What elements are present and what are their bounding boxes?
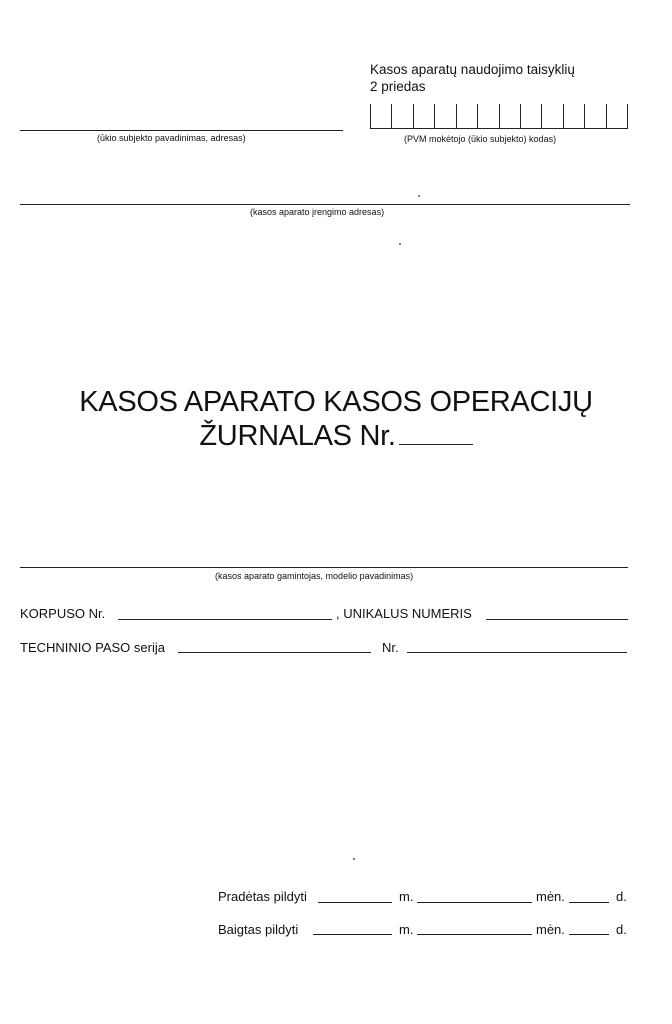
title-line-2: [199, 419, 472, 453]
entity-name-field[interactable]: [20, 130, 343, 131]
appendix-line-1: Kasos aparatų naudojimo taisyklių: [370, 62, 575, 77]
started-month-field[interactable]: [417, 902, 532, 903]
code-box[interactable]: [413, 104, 434, 129]
vat-code-boxes[interactable]: [370, 104, 628, 130]
body-no-label: KORPUSO Nr.: [20, 606, 106, 621]
started-day-suffix: d.: [616, 889, 627, 904]
code-box[interactable]: [477, 104, 498, 129]
unique-no-label: , UNIKALUS NUMERIS: [336, 606, 472, 621]
code-box[interactable]: [563, 104, 584, 129]
install-address-caption: (kasos aparato įrengimo adresas): [250, 207, 385, 217]
scan-speck: [353, 858, 355, 860]
finished-day-suffix: d.: [616, 922, 627, 937]
install-address-field[interactable]: [20, 204, 630, 205]
journal-title: [20, 385, 652, 453]
scan-speck: [399, 243, 401, 245]
passport-no-label: Nr.: [382, 640, 399, 655]
scan-speck: [418, 195, 420, 197]
body-no-field[interactable]: [118, 619, 332, 620]
passport-no-field[interactable]: [407, 652, 627, 653]
code-box[interactable]: [606, 104, 628, 129]
finished-label: Baigtas pildyti: [218, 922, 299, 937]
unique-no-field[interactable]: [486, 619, 628, 620]
finished-month-suffix: mėn.: [536, 922, 565, 937]
entity-name-caption: (ūkio subjekto pavadinimas, adresas): [97, 133, 246, 143]
title-line-2-text: ŽURNALAS Nr.: [199, 420, 396, 452]
code-box[interactable]: [499, 104, 520, 129]
code-box[interactable]: [434, 104, 455, 129]
title-line-1: KASOS APARATO KASOS OPERACIJŲ: [79, 386, 593, 418]
journal-number-field[interactable]: [399, 444, 473, 445]
finished-year-field[interactable]: [313, 934, 392, 935]
code-box[interactable]: [370, 104, 391, 129]
code-box[interactable]: [520, 104, 541, 129]
started-month-suffix: mėn.: [536, 889, 565, 904]
appendix-note: [370, 61, 575, 95]
appendix-line-2: 2 priedas: [370, 79, 426, 94]
code-box[interactable]: [456, 104, 477, 129]
passport-series-label: TECHNINIO PASO serija: [20, 640, 165, 655]
finished-year-suffix: m.: [399, 922, 414, 937]
finished-day-field[interactable]: [569, 934, 609, 935]
started-year-suffix: m.: [399, 889, 414, 904]
manufacturer-field[interactable]: [20, 567, 628, 568]
code-box[interactable]: [391, 104, 412, 129]
started-day-field[interactable]: [569, 902, 609, 903]
manufacturer-caption: (kasos aparato gamintojas, modelio pavadinimas): [215, 571, 414, 581]
finished-month-field[interactable]: [417, 934, 532, 935]
passport-series-field[interactable]: [178, 652, 371, 653]
code-box[interactable]: [541, 104, 562, 129]
vat-code-caption: (PVM mokėtojo (ūkio subjekto) kodas): [404, 134, 557, 144]
started-year-field[interactable]: [318, 902, 392, 903]
started-label: Pradėtas pildyti: [218, 889, 307, 904]
code-box[interactable]: [584, 104, 605, 129]
